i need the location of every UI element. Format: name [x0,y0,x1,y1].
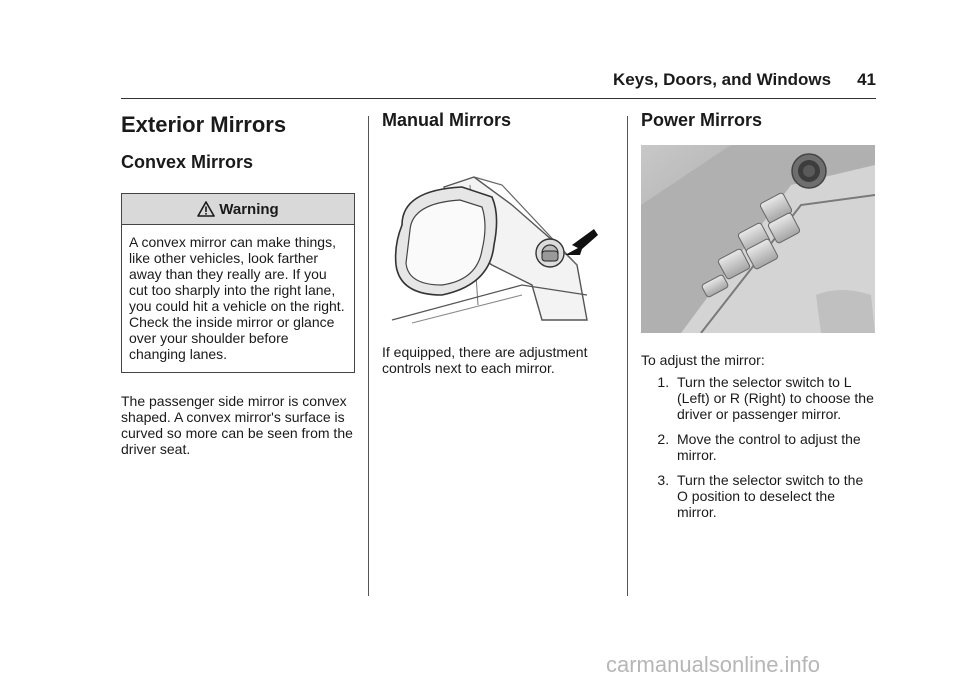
section-title: Keys, Doors, and Windows [613,70,832,89]
section-heading: Manual Mirrors [382,110,512,130]
steps-list [641,374,875,520]
warning-triangle-icon [197,201,215,217]
list-item: 3. Turn the selector switch to the O position to deselect the mirror. [673,472,875,520]
watermark: carmanualsonline.info [606,652,821,677]
intro-text: To adjust the mirror: [641,352,765,368]
list-item: 1. Turn the selector switch to L (Left) or R (Right) to choose the driver or passenger mirror. [673,374,875,422]
list-item: 2. Move the control to adjust the mirror. [673,431,875,463]
warning-text: A convex mirror can make things, like other vehicles, look farther away than they really are. If you cut too sharply into the right lane, you could hit a vehicle on the right. Check the inside mirror or glance over your shoulder before changing lanes. [129,234,345,362]
column-power-mirrors [641,108,875,529]
page-number: 41 [857,70,876,89]
body-paragraph: If equipped, there are adjustment controls next to each mirror. [382,344,588,376]
column-divider-2 [627,116,628,596]
warning-box [121,193,355,373]
warning-label: Warning [219,200,279,218]
column-exterior-mirrors [121,108,355,457]
page-header [596,70,876,90]
subsection-heading: Convex Mirrors [121,152,254,172]
warning-header [122,194,354,225]
body-paragraph: The passenger side mirror is convex shaped. A convex mirror's surface is curved so more can be seen from the driver seat. [121,393,353,457]
column-divider-1 [368,116,369,596]
column-manual-mirrors [382,108,606,376]
section-heading: Exterior Mirrors [121,112,287,137]
section-heading: Power Mirrors [641,110,763,130]
power-mirror-photo [641,145,875,338]
header-divider [121,98,876,99]
manual-mirror-illustration [382,145,606,330]
